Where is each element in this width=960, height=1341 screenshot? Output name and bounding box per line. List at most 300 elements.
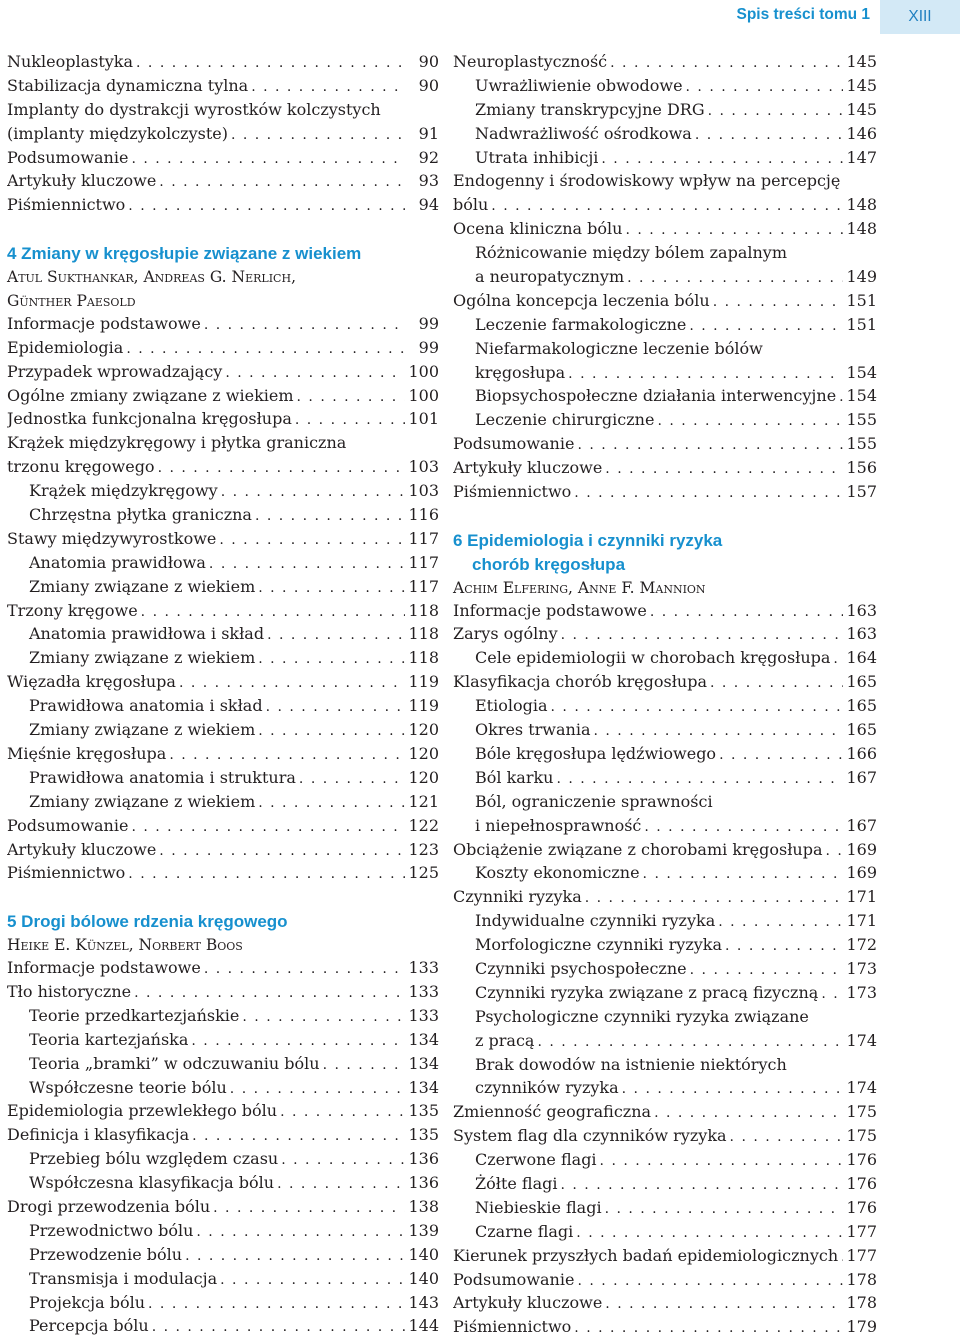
toc-entry-page: 90 — [418, 75, 439, 95]
toc-entry-title: Epidemiologia przewlekłego bólu — [7, 1101, 278, 1121]
dot-leader — [136, 55, 405, 71]
dot-leader — [713, 294, 843, 310]
toc-entry-title: Chrzęstna płytka graniczna — [29, 505, 252, 525]
toc-entry-page: 123 — [408, 839, 439, 859]
toc-entry-page: 179 — [846, 1317, 877, 1337]
toc-entry-page: 118 — [408, 600, 439, 620]
toc-entry-title: (implanty międzykolczyste) — [7, 123, 228, 143]
page-header — [0, 0, 960, 34]
dot-leader — [128, 866, 405, 882]
toc-entry-title: Neuroplastyczność — [453, 52, 608, 71]
toc-entry-title: Przewodnictwo bólu — [29, 1220, 194, 1240]
toc-entry — [7, 696, 439, 720]
dot-leader — [221, 484, 405, 500]
toc-entry — [453, 52, 877, 76]
dot-leader — [295, 412, 405, 428]
toc-entry-title: Ocena kliniczna bólu — [453, 219, 623, 239]
toc-entry-page: 99 — [418, 337, 439, 357]
dot-leader — [258, 580, 405, 596]
toc-entry — [453, 458, 877, 482]
dot-leader — [204, 961, 405, 977]
toc-entry — [453, 1150, 877, 1174]
toc-entry-page: 169 — [846, 839, 877, 859]
toc-entry-title: Utrata inhibicji — [475, 147, 599, 167]
toc-entry-title: Definicja i klasyfikacja — [7, 1125, 190, 1145]
dot-leader — [594, 723, 844, 739]
toc-entry — [453, 1198, 877, 1222]
toc-entry-title: Ból, ograniczenie sprawności — [475, 791, 713, 811]
toc-entry — [7, 768, 439, 792]
dot-leader — [152, 1319, 405, 1335]
dot-leader — [134, 985, 405, 1001]
toc-entry-page: 173 — [846, 982, 877, 1002]
toc-entry-title: Stabilizacja dynamiczna tylna — [7, 75, 249, 95]
toc-entry-title: Anatomia prawidłowa i skład — [29, 624, 265, 644]
toc-entry-title: kręgosłupa — [475, 362, 566, 382]
chapter-authors: Heike E. Künzel, Norbert Boos — [7, 936, 243, 955]
toc-entry — [453, 124, 877, 148]
dot-leader — [191, 1033, 405, 1049]
toc-entry-title: Czerwone flagi — [475, 1150, 597, 1170]
toc-entry-page: 133 — [408, 1005, 439, 1025]
toc-entry-page: 151 — [846, 314, 877, 334]
toc-entry — [7, 1101, 439, 1125]
toc-entry-page: 151 — [846, 290, 877, 310]
toc-entry-title: Jednostka funkcjonalna kręgosłupa — [7, 409, 292, 429]
toc-entry — [453, 386, 877, 410]
toc-entry-page: 173 — [846, 958, 877, 978]
toc-entry — [7, 577, 439, 601]
dot-leader — [258, 651, 405, 667]
toc-entry-page: 94 — [418, 195, 439, 215]
toc-entry-page: 91 — [418, 123, 439, 143]
toc-entry-page: 100 — [408, 385, 439, 405]
toc-column-right — [453, 52, 877, 1341]
dot-leader — [695, 127, 843, 143]
toc-entry-title: Zmienność geograficzna — [453, 1102, 652, 1122]
toc-entry-page: 120 — [408, 767, 439, 787]
toc-entry-continued — [453, 1055, 877, 1079]
dot-leader — [627, 270, 843, 286]
toc-entry-title: Projekcja bólu — [29, 1292, 146, 1312]
toc-entry-page: 117 — [408, 576, 439, 596]
toc-entry-page: 125 — [408, 863, 439, 883]
toc-entry — [453, 195, 877, 219]
dot-leader — [574, 1320, 843, 1336]
toc-entry-page: 99 — [418, 313, 439, 333]
toc-entry — [7, 840, 439, 864]
toc-entry-title: Informacje podstawowe — [7, 313, 201, 333]
toc-entry-title: Przebieg bólu względem czasu — [29, 1149, 279, 1169]
dot-leader — [605, 461, 843, 477]
toc-entry-title: Piśmiennictwo — [7, 195, 126, 215]
toc-entry — [7, 1269, 439, 1293]
toc-entry-page: 163 — [846, 600, 877, 620]
toc-entry-title: z pracą — [475, 1030, 535, 1050]
toc-entry-title: Uwrażliwienie obwodowe — [475, 75, 683, 95]
running-title: Spis treści tomu 1 — [736, 6, 870, 23]
toc-entry — [7, 1316, 439, 1340]
dot-leader — [266, 699, 405, 715]
dot-leader — [605, 1201, 843, 1217]
toc-entry-page: 133 — [408, 981, 439, 1001]
toc-entry-title: Niebieskie flagi — [475, 1197, 602, 1217]
dot-leader — [650, 604, 843, 620]
toc-entry-title: Zmiany związane z wiekiem — [29, 720, 256, 740]
toc-entry-page: 134 — [408, 1029, 439, 1049]
toc-entry-page: 148 — [846, 195, 877, 215]
toc-entry-page: 92 — [418, 147, 439, 167]
dot-leader — [192, 1128, 405, 1144]
dot-leader — [654, 1105, 843, 1121]
chapter-authors: Atul Sukthankar, Andreas G. Nerlich, — [7, 268, 296, 287]
toc-entry — [7, 1030, 439, 1054]
dot-leader — [277, 1176, 405, 1192]
toc-entry-continued — [453, 792, 877, 816]
dot-leader — [821, 986, 843, 1002]
toc-entry — [453, 434, 877, 458]
dot-leader — [561, 627, 843, 643]
toc-entry-title: Ból karku — [475, 767, 554, 787]
toc-entry-page: 118 — [408, 624, 439, 644]
toc-entry — [453, 983, 877, 1007]
toc-entry — [7, 338, 439, 362]
toc-entry-title: Piśmiennictwo — [453, 1317, 572, 1337]
chapter-heading: 6 Epidemiologia i czynniki ryzyka — [453, 530, 723, 550]
toc-entry-title: Prawidłowa anatomia i skład — [29, 696, 263, 716]
toc-entry-page: 134 — [408, 1053, 439, 1073]
toc-entry — [453, 816, 877, 840]
toc-entry-title: Zmiany transkrypcyjne DRG — [475, 99, 705, 119]
toc-entry-page: 163 — [846, 624, 877, 644]
toc-entry-title: Niefarmakologiczne leczenie bólów — [475, 338, 763, 358]
dot-leader — [622, 1081, 843, 1097]
toc-entry-page: 147 — [846, 147, 877, 167]
toc-entry-page: 172 — [846, 935, 877, 955]
toc-entry — [7, 1006, 439, 1030]
toc-entry — [7, 148, 439, 172]
toc-entry — [453, 1174, 877, 1198]
dot-leader — [242, 1009, 405, 1025]
toc-entry-page: 148 — [846, 219, 877, 239]
toc-entry-page: 144 — [408, 1316, 439, 1336]
dot-leader — [657, 413, 843, 429]
toc-entry — [453, 291, 877, 315]
dot-leader — [196, 1224, 405, 1240]
toc-entry — [453, 935, 877, 959]
toc-entry-title: Zmiany związane z wiekiem — [29, 576, 256, 596]
dot-leader — [718, 914, 843, 930]
toc-entry-page: 178 — [846, 1269, 877, 1289]
toc-entry-page: 90 — [418, 52, 439, 71]
toc-entry-page: 134 — [408, 1077, 439, 1097]
dot-leader — [280, 1104, 405, 1120]
toc-entry-title: Teoria „bramki” w odczuwaniu bólu — [29, 1053, 320, 1073]
toc-entry — [7, 171, 439, 195]
toc-entry-title: Piśmiennictwo — [453, 482, 572, 502]
dot-leader — [491, 198, 843, 214]
toc-entry-title: Różnicowanie między bólem zapalnym — [475, 243, 787, 263]
toc-entry-title: Drogi przewodzenia bólu — [7, 1196, 211, 1216]
toc-entry-title: Zarys ogólny — [453, 624, 558, 644]
toc-entry-title: Morfologiczne czynniki ryzyka — [475, 935, 723, 955]
toc-entry — [453, 672, 877, 696]
toc-entry-page: 103 — [408, 481, 439, 501]
toc-entry-page: 177 — [846, 1245, 877, 1265]
toc-entry — [7, 1078, 439, 1102]
toc-entry-page: 118 — [408, 648, 439, 668]
toc-entry — [7, 505, 439, 529]
dot-leader — [258, 795, 405, 811]
toc-entry-title: Przewodzenie bólu — [29, 1244, 183, 1264]
toc-entry-title: Nukleoplastyka — [7, 52, 134, 71]
toc-entry-page: 165 — [846, 696, 877, 716]
toc-entry-page: 165 — [846, 672, 877, 692]
toc-entry-title: Obciążenie związane z chorobami kręgosłupa — [453, 839, 823, 859]
toc-entry-title: Ogólna koncepcja leczenia bólu — [453, 290, 710, 310]
toc-entry-page: 117 — [408, 552, 439, 572]
toc-entry-page: 154 — [846, 386, 877, 406]
toc-entry-page: 171 — [846, 911, 877, 931]
toc-entry-page: 122 — [408, 815, 439, 835]
toc-entry-page: 154 — [846, 362, 877, 382]
toc-entry-title: Krążek międzykręgowy i płytka graniczna — [7, 433, 347, 453]
dot-leader — [710, 675, 843, 691]
toc-entry-title: Tło historyczne — [7, 981, 132, 1001]
toc-entry — [7, 553, 439, 577]
toc-entry-title: Ogólne zmiany związane z wiekiem — [7, 385, 294, 405]
dot-leader — [577, 1273, 843, 1289]
toc-entry — [453, 744, 877, 768]
dot-leader — [258, 723, 405, 739]
toc-entry-title: Czynniki psychospołeczne — [475, 958, 687, 978]
dot-leader — [577, 437, 843, 453]
toc-entry — [453, 76, 877, 100]
toc-entry-page: 117 — [408, 528, 439, 548]
toc-entry-page: 155 — [846, 434, 877, 454]
toc-entry-title: Przypadek wprowadzający — [7, 361, 223, 381]
dot-leader — [204, 317, 405, 333]
chapter-heading: 4 Zmiany w kręgosłupie związane z wiekiem — [7, 244, 362, 264]
toc-entry-title: Percepcja bólu — [29, 1316, 149, 1336]
dot-leader — [610, 55, 843, 71]
toc-entry — [7, 1149, 439, 1173]
toc-entry-title: Informacje podstawowe — [453, 600, 647, 620]
toc-entry-page: 149 — [846, 267, 877, 287]
toc-entry — [453, 624, 877, 648]
toc-entry-title: Okres trwania — [475, 720, 591, 740]
toc-entry-title: Endogenny i środowiskowy wpływ na percepcję — [453, 171, 841, 191]
toc-entry-title: Krążek międzykręgowy — [29, 481, 218, 501]
toc-entry-page: 146 — [846, 123, 877, 143]
toc-entry — [7, 792, 439, 816]
toc-entry — [453, 696, 877, 720]
chapter-authors: Achim Elfering, Anne F. Mannion — [453, 578, 706, 597]
toc-entry-title: Etiologia — [475, 696, 548, 716]
dot-leader — [159, 843, 405, 859]
toc-entry — [7, 457, 439, 481]
toc-entry — [453, 601, 877, 625]
toc-entry-page: 133 — [408, 958, 439, 978]
toc-entry-page: 100 — [408, 361, 439, 381]
dot-leader — [281, 1152, 405, 1168]
toc-entry-page: 166 — [846, 743, 877, 763]
toc-entry-page: 176 — [846, 1197, 877, 1217]
toc-entry-title: Trzony kręgowe — [7, 600, 138, 620]
toc-entry-page: 176 — [846, 1173, 877, 1193]
toc-entry — [7, 52, 439, 76]
toc-entry — [453, 315, 877, 339]
toc-entry — [7, 1125, 439, 1149]
toc-entry-title: Transmisja i modulacja — [29, 1268, 218, 1288]
toc-entry-title: Współczesne teorie bólu — [29, 1077, 227, 1097]
toc-entry — [453, 219, 877, 243]
dot-leader — [574, 485, 843, 501]
dot-leader — [585, 890, 843, 906]
toc-entry-title: Teoria kartezjańska — [29, 1029, 189, 1049]
toc-entry — [7, 863, 439, 887]
chapter-authors: Günther Paesold — [7, 292, 136, 311]
toc-entry-title: Zmiany związane z wiekiem — [29, 648, 256, 668]
toc-entry — [453, 887, 877, 911]
dot-leader — [686, 79, 843, 95]
toc-entry-title: Implanty do dystrakcji wyrostków kolczystych — [7, 99, 381, 119]
dot-leader — [267, 627, 405, 643]
toc-entry — [453, 100, 877, 124]
chapter-heading: 5 Drogi bólowe rdzenia kręgowego — [7, 912, 288, 932]
dot-leader — [644, 819, 843, 835]
dot-leader — [537, 1034, 843, 1050]
toc-entry-title: Czynniki ryzyka związane z pracą fizyczną — [475, 982, 819, 1002]
toc-entry-title: Stawy międzywyrostkowe — [7, 528, 217, 548]
toc-entry-title: Współczesna klasyfikacja bólu — [29, 1173, 275, 1193]
toc-entry — [7, 816, 439, 840]
toc-entry-title: Artykuły kluczowe — [7, 839, 157, 859]
toc-entry-page: 145 — [846, 99, 877, 119]
toc-entry-page: 171 — [846, 887, 877, 907]
toc-entry — [7, 409, 439, 433]
toc-entry — [7, 481, 439, 505]
toc-entry-page: 155 — [846, 410, 877, 430]
toc-entry-title: Kierunek przyszłych badań epidemiologicznych — [453, 1245, 839, 1265]
toc-entry — [7, 744, 439, 768]
dot-leader — [708, 103, 843, 119]
toc-entry-page: 140 — [408, 1244, 439, 1264]
toc-entry-title: bólu — [453, 195, 489, 215]
toc-entry-page: 136 — [408, 1149, 439, 1169]
toc-entry-title: Zmiany związane z wiekiem — [29, 791, 256, 811]
toc-entry-title: Anatomia prawidłowa — [29, 552, 206, 572]
dot-leader — [131, 819, 405, 835]
toc-entry-continued — [453, 243, 877, 267]
toc-entry-title: Artykuły kluczowe — [453, 1293, 603, 1313]
toc-entry-page: 120 — [408, 743, 439, 763]
dot-leader — [725, 938, 843, 954]
toc-entry-page: 165 — [846, 720, 877, 740]
toc-entry — [7, 529, 439, 553]
dot-leader — [148, 1296, 405, 1312]
toc-entry-title: i niepełnosprawność — [475, 815, 642, 835]
toc-entry — [7, 1197, 439, 1221]
dot-leader — [230, 1081, 405, 1097]
toc-entry — [7, 1054, 439, 1078]
toc-entry-page: 140 — [408, 1268, 439, 1288]
toc-entry-page: 178 — [846, 1293, 877, 1313]
toc-entry-page: 167 — [846, 767, 877, 787]
dot-leader — [225, 365, 405, 381]
toc-entry-page: 177 — [846, 1221, 877, 1241]
toc-entry-title: Piśmiennictwo — [7, 863, 126, 883]
toc-entry-page: 174 — [846, 1030, 877, 1050]
toc-entry-title: System flag dla czynników ryzyka — [453, 1126, 727, 1146]
toc-entry-page: 143 — [408, 1292, 439, 1312]
toc-entry-page: 116 — [408, 505, 439, 525]
toc-entry — [453, 1246, 877, 1270]
toc-entry — [7, 1173, 439, 1197]
dot-leader — [126, 341, 405, 357]
toc-entry — [7, 624, 439, 648]
dot-leader — [576, 1225, 843, 1241]
toc-entry-title: Psychologiczne czynniki ryzyka związane — [475, 1006, 809, 1026]
toc-entry-title: Biopsychospołeczne działania interwencyjne — [475, 386, 837, 406]
toc-entry-title: Artykuły kluczowe — [7, 171, 157, 191]
toc-entry — [7, 124, 439, 148]
toc-entry — [453, 1031, 877, 1055]
toc-entry-title: Teorie przedkartezjańskie — [29, 1005, 240, 1025]
toc-entry — [7, 1221, 439, 1245]
dot-leader — [255, 508, 405, 524]
dot-leader — [730, 1129, 843, 1145]
dot-leader — [643, 866, 843, 882]
toc-entry-page: 136 — [408, 1173, 439, 1193]
toc-entry — [7, 386, 439, 410]
toc-entry-title: Żółte flagi — [475, 1173, 558, 1193]
toc-entry — [453, 1102, 877, 1126]
toc-entry-page: 176 — [846, 1150, 877, 1170]
toc-entry-title: Leczenie chirurgiczne — [475, 410, 655, 430]
toc-entry — [453, 1126, 877, 1150]
toc-entry-title: czynników ryzyka — [475, 1078, 619, 1098]
toc-entry-title: Brak dowodów na istnienie niektórych — [475, 1054, 787, 1074]
toc-entry — [453, 1222, 877, 1246]
toc-entry-title: Indywidualne czynniki ryzyka — [475, 911, 716, 931]
toc-entry — [7, 720, 439, 744]
toc-entry — [7, 195, 439, 219]
dot-leader — [159, 174, 405, 190]
toc-entry-title: Mięśnie kręgosłupa — [7, 743, 167, 763]
toc-entry-title: Cele epidemiologii w chorobach kręgosłupa — [475, 648, 831, 668]
toc-entry-title: Koszty ekonomiczne — [475, 863, 640, 883]
dot-leader — [141, 604, 405, 620]
dot-leader — [601, 151, 843, 167]
toc-entry-page: 138 — [408, 1196, 439, 1216]
toc-entry-page: 145 — [846, 75, 877, 95]
toc-entry — [453, 1293, 877, 1317]
toc-entry-page: 119 — [408, 696, 439, 716]
toc-entry-title: Podsumowanie — [453, 434, 575, 454]
toc-entry — [453, 648, 877, 672]
toc-entry-page: 174 — [846, 1078, 877, 1098]
dot-leader — [299, 771, 405, 787]
toc-entry — [7, 982, 439, 1006]
toc-entry-page: 167 — [846, 815, 877, 835]
toc-entry — [7, 958, 439, 982]
toc-entry-continued — [453, 171, 877, 195]
toc-entry — [7, 1245, 439, 1269]
dot-leader — [689, 318, 843, 334]
toc-entry — [453, 720, 877, 744]
toc-entry-page: 103 — [408, 457, 439, 477]
